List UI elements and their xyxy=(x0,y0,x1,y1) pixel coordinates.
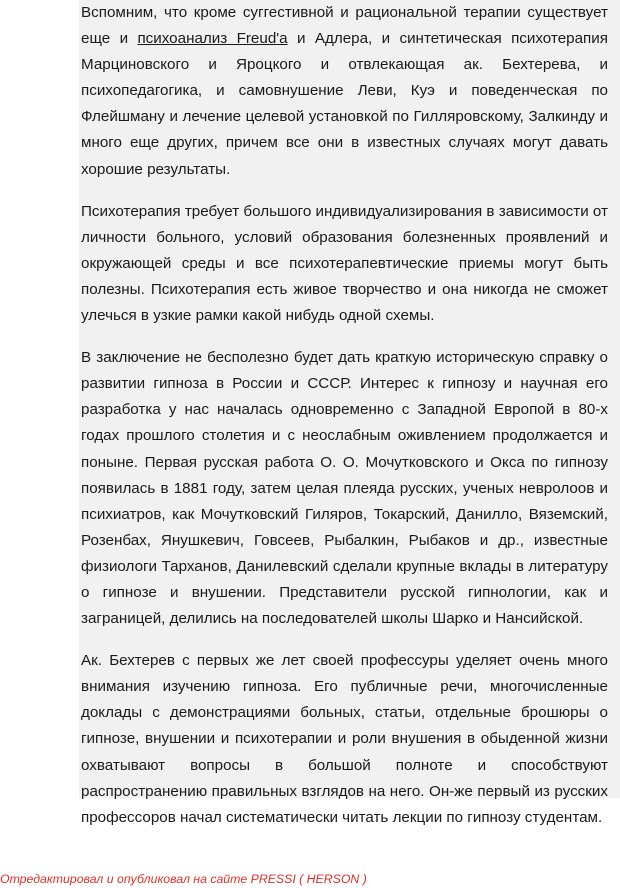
psychoanalysis-link[interactable]: психоанализ Freud'a xyxy=(137,30,288,48)
paragraph-3: В заключение не бесполезно будет дать краткую историческую справку о развитии гипноза в России и СССР. Интерес к гипнозу и научная его разработка у нас началась одновременно с Западной Европой в 80-х годах прошлого столетия и с неослабным оживлением продолжается и поныне. Первая русская работа О. О. Мочутковского и Окса по гипнозу появилась в 1881 году, затем целая плеяда русских, ученых невролоов и психиатров, как Мочутковский Гиляров, Токарский, Данилло, Вяземский, Розенбах, Янушкевич, Говсеев, Рыбалкин, Рыбаков и др., известные физиологи Тарханов, Данилевский сделали крупные вклады в литературу о гипнозе и внушении. Представители русской гипнологии, как и заграницей, делились на последователей школы Шарко и Нансийской. xyxy=(81,349,608,628)
paragraph-1 xyxy=(81,0,608,183)
publisher-footer: Отредактировал и опубликовал на сайте PRESSI ( HERSON ) xyxy=(0,872,367,886)
text-block xyxy=(79,0,620,826)
paragraph-4: Ак. Бехтерев с первых же лет своей профессуры уделяет очень много внимания изучению гипноза. Его публичные речи, многочисленные доклады с демонстрациями больных, статьи, отдельные брошюры о гипнозе, внушении и психотерапии и роли внушения в обыденной жизни охватывают вопросы в большой полноте и способствуют распространению правильных взглядов на него. Он-же первый из русских профессоров начал систематически читать лекции по гипнозу студентам. xyxy=(81,652,608,826)
paragraph-2: Психотерапия требует большого индивидуализирования в зависимости от личности больного, условий образования болезненных проявлений и окружающей среды и все психотерапевтические приемы могут быть полезны. Психотерапия есть живое творчество и она никогда не сможет улечься в узкие рамки какой нибудь одной схемы. xyxy=(81,202,608,325)
paragraph-1-end: и Адлера, и синтетическая психотерапия Марциновского и Яроцкого и отвлекающая ак. Бехтерева, и психопедагогика, и самовнушение Леви, Куэ и поведенческая по Флейшману и лечение целевой установкой по Гилляровскому, Залкинду и много еще других, причем все они в известных случаях могут давать хорошие результаты. xyxy=(81,30,608,178)
paragraph-1-start: Вспомним, что кроме суггестивной и рациональной терапии существует еще и xyxy=(81,4,608,48)
